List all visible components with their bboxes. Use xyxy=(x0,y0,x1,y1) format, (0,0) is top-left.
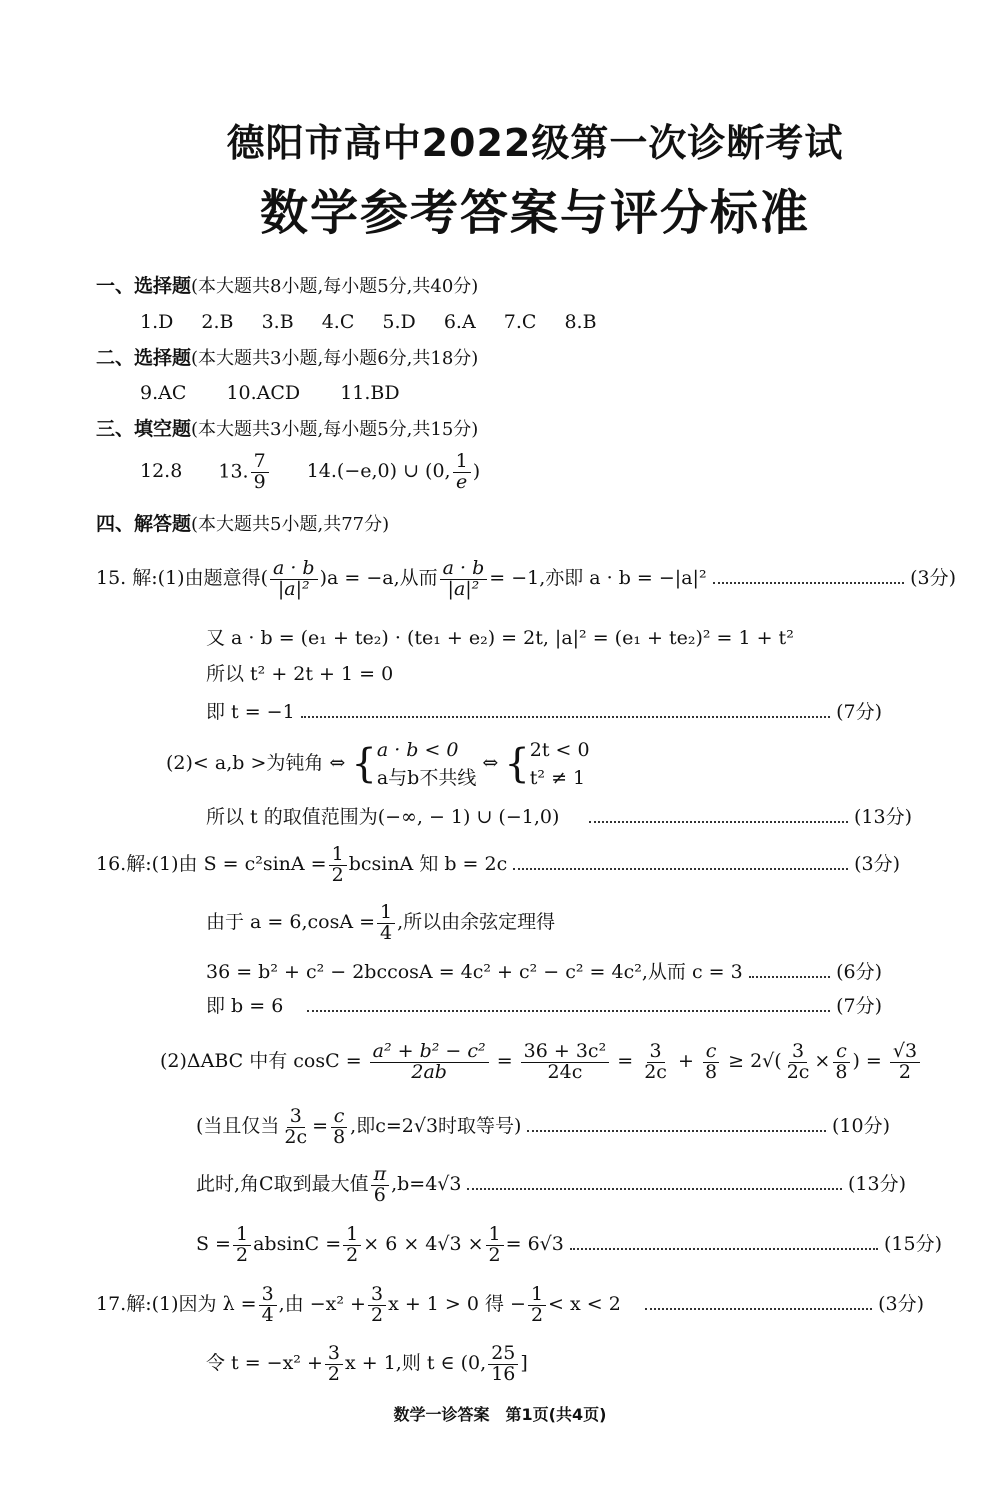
fraction-denominator: 8 xyxy=(333,1125,346,1148)
text-segment: x + 1 > 0 得 − xyxy=(388,1293,526,1315)
q15-line4 xyxy=(206,698,882,726)
q17-line1 xyxy=(96,1282,924,1326)
dot-leader xyxy=(749,975,830,978)
text-segment: 由于 a = 6,cosA = xyxy=(206,911,376,933)
condition-row: a与b不共线 xyxy=(376,767,477,789)
fraction-numerator: π xyxy=(371,1165,390,1186)
q15-line1 xyxy=(96,556,956,600)
text-segment: 16.解:(1)由 S = c²sinA = xyxy=(96,853,327,875)
score-label: (3分) xyxy=(910,567,956,589)
fraction-denominator: 2 xyxy=(370,1303,384,1326)
fraction-denominator: 16 xyxy=(491,1362,516,1385)
condition-system-2 xyxy=(530,736,590,792)
fraction-numerator: 1 xyxy=(233,1225,251,1246)
text-segment: ] xyxy=(520,1352,528,1374)
fraction-denominator: 4 xyxy=(261,1303,274,1326)
fraction xyxy=(259,1282,277,1326)
fraction-denominator: 2 xyxy=(346,1243,359,1266)
q16-line5 xyxy=(160,1036,1000,1086)
left-brace: { xyxy=(351,741,377,787)
text-segment: ,即c=2√3时取等号) xyxy=(350,1115,522,1137)
answer-13-fraction xyxy=(251,452,269,493)
q15-line3: 所以 t² + 2t + 1 = 0 xyxy=(206,663,394,685)
score-label: (15分) xyxy=(883,1233,942,1255)
answer-item: 8.B xyxy=(564,311,597,333)
score-label: (6分) xyxy=(836,961,882,983)
q17-line1-text xyxy=(96,1282,621,1326)
text-segment: = xyxy=(617,1050,634,1072)
fraction-numerator: c xyxy=(331,1107,348,1128)
section2-answers xyxy=(140,379,1000,407)
fraction-denominator: 2 xyxy=(327,1362,340,1385)
q16-line3-text: 36 = b² + c² − 2bccosA = 4c² + c² − c² = 4c²,从而 c = 3 xyxy=(206,961,743,983)
text-segment: × 6 × 4√3 × xyxy=(363,1233,484,1255)
condition-row: a · b < 0 xyxy=(376,739,459,761)
dot-leader xyxy=(513,867,848,870)
text-segment: = xyxy=(312,1115,329,1137)
condition-system-1 xyxy=(377,736,477,792)
text-segment: S = xyxy=(196,1233,231,1255)
text-segment: ,所以由余弦定理得 xyxy=(397,911,556,933)
dot-leader xyxy=(713,581,905,584)
section2-note: (本大题共3小题,每小题6分,共18分) xyxy=(191,348,479,369)
section3-heading-row xyxy=(96,415,956,444)
score-label: (3分) xyxy=(878,1293,924,1315)
fraction xyxy=(343,1222,361,1266)
fraction-numerator: a² + b² − c² xyxy=(370,1042,489,1063)
fraction xyxy=(832,1039,850,1083)
answer-item: 5.D xyxy=(382,311,416,333)
fraction-denominator: 2ab xyxy=(411,1060,447,1083)
fraction-denominator: 9 xyxy=(253,470,266,493)
text-segment: (2)< a,b >为钝角 ⇔ xyxy=(166,752,346,774)
answer-item: 9.AC xyxy=(140,382,187,404)
q15-line1-text xyxy=(96,556,707,600)
fraction xyxy=(521,1039,610,1083)
text-segment: ,由 −x² + xyxy=(278,1293,366,1315)
q16-line8-text xyxy=(196,1222,564,1266)
answer-item: 4.C xyxy=(321,311,355,333)
section3-heading: 三、填空题 xyxy=(96,418,192,440)
q16-line1 xyxy=(96,842,900,886)
fraction-numerator: 3 xyxy=(368,1285,386,1306)
answer-item: 11.BD xyxy=(340,382,400,404)
q16-line8 xyxy=(196,1222,942,1266)
fraction-numerator: 1 xyxy=(528,1285,546,1306)
dot-leader xyxy=(570,1247,878,1250)
text-segment: ≥ 2√( xyxy=(728,1050,782,1072)
section1-note: (本大题共8小题,每小题5分,共40分) xyxy=(191,276,479,297)
left-brace: { xyxy=(504,741,530,787)
fraction xyxy=(440,556,488,600)
answer-14-suffix: ) xyxy=(472,460,481,483)
q16-line4-text: 即 b = 6 xyxy=(206,995,284,1017)
condition-row: 2t < 0 xyxy=(529,739,590,761)
fraction xyxy=(329,842,347,886)
fraction-numerator: 1 xyxy=(453,452,471,473)
q16-line6 xyxy=(196,1104,890,1148)
fraction-denominator: 24c xyxy=(547,1060,583,1083)
fraction-numerator: 7 xyxy=(251,452,269,473)
fraction-denominator: |a|² xyxy=(277,577,310,600)
fraction-denominator: 2c xyxy=(284,1125,308,1148)
fraction-denominator: 8 xyxy=(704,1060,718,1083)
text-segment: = −1,亦即 a · b = −|a|² xyxy=(489,567,707,589)
fraction-numerator: 25 xyxy=(488,1344,518,1365)
text-segment: )a = −a,从而 xyxy=(319,567,438,589)
fraction-denominator: 2 xyxy=(898,1060,911,1083)
page-footer: 数学一诊答案 第1页(共4页) xyxy=(393,1405,607,1424)
q15-line5 xyxy=(166,735,1000,792)
answer-item: 1.D xyxy=(140,311,174,333)
fraction xyxy=(371,1162,390,1206)
q15-line6-text: 所以 t 的取值范围为(−∞, − 1) ∪ (−1,0) xyxy=(206,806,560,828)
fraction-numerator: 36 + 3c² xyxy=(521,1042,610,1063)
dot-leader xyxy=(301,715,830,718)
answer-item: 7.C xyxy=(503,311,537,333)
text-segment: = 6√3 xyxy=(505,1233,564,1255)
fraction-denominator: |a|² xyxy=(447,577,480,600)
text-segment: 令 t = −x² + xyxy=(206,1352,323,1374)
dot-leader xyxy=(307,1009,830,1012)
q16-line7 xyxy=(196,1162,906,1206)
text-segment: = xyxy=(496,1050,513,1072)
answer-14-prefix: 14.(−e,0) ∪ (0, xyxy=(306,460,451,483)
fraction xyxy=(377,900,395,944)
text-segment: 17.解:(1)因为 λ = xyxy=(96,1293,257,1315)
fraction-denominator: 8 xyxy=(835,1060,848,1083)
answer-item: 10.ACD xyxy=(226,382,301,404)
q16-line2 xyxy=(206,900,1000,944)
fraction xyxy=(528,1282,546,1326)
text-segment: < x < 2 xyxy=(548,1293,621,1315)
answer-item: 3.B xyxy=(261,311,294,333)
fraction xyxy=(641,1039,670,1083)
fraction-denominator: 2 xyxy=(488,1243,501,1266)
fraction-numerator: 3 xyxy=(647,1042,665,1063)
fraction-numerator: 3 xyxy=(789,1042,807,1063)
exam-title: 德阳市高中2022级第一次诊断考试 xyxy=(226,121,844,165)
fraction xyxy=(281,1104,310,1148)
text-segment: 15. 解:(1)由题意得( xyxy=(96,567,268,589)
fraction xyxy=(368,1282,386,1326)
q16-line3 xyxy=(206,958,882,986)
score-label: (7分) xyxy=(836,995,882,1017)
fraction-numerator: 3 xyxy=(287,1107,305,1128)
fraction-numerator: a · b xyxy=(270,559,318,580)
fraction xyxy=(784,1039,813,1083)
q15-line4-text: 即 t = −1 xyxy=(206,701,295,723)
fraction-numerator: 3 xyxy=(259,1285,277,1306)
fraction-numerator: c xyxy=(833,1042,850,1063)
fraction-denominator: 2 xyxy=(235,1243,249,1266)
text-segment: 此时,角C取到最大值 xyxy=(196,1173,369,1195)
section2-heading-row xyxy=(96,344,956,373)
text-segment: (当且仅当 xyxy=(196,1115,280,1137)
text-segment: bcsinA 知 b = 2c xyxy=(348,853,508,875)
fraction-denominator: 6 xyxy=(373,1183,386,1206)
fraction-numerator: 3 xyxy=(325,1344,343,1365)
fraction-numerator: 1 xyxy=(329,845,347,866)
fraction xyxy=(486,1222,504,1266)
q16-line4 xyxy=(206,992,882,1020)
fraction xyxy=(370,1039,489,1083)
dot-leader xyxy=(527,1129,826,1132)
fraction-denominator: 2 xyxy=(331,863,344,886)
fraction-denominator: 2c xyxy=(786,1060,810,1083)
q15-line6 xyxy=(206,803,912,831)
text-segment: ,b=4√3 xyxy=(391,1173,462,1195)
answer-item: 2.B xyxy=(201,311,234,333)
fraction xyxy=(325,1341,343,1385)
score-label: (7分) xyxy=(836,701,882,723)
score-label: (13分) xyxy=(853,806,912,828)
fraction xyxy=(233,1222,251,1266)
section1-answers xyxy=(140,308,1000,336)
fraction-numerator: √3 xyxy=(890,1042,920,1063)
score-label: (13分) xyxy=(847,1173,906,1195)
fraction xyxy=(330,1104,348,1148)
section4-heading: 四、解答题 xyxy=(96,513,192,535)
fraction xyxy=(890,1039,920,1083)
text-segment: absinC = xyxy=(253,1233,342,1255)
text-segment: + xyxy=(678,1050,694,1072)
text-segment: × xyxy=(814,1050,831,1072)
fraction xyxy=(488,1341,518,1385)
q17-line2 xyxy=(206,1338,1000,1388)
fraction-numerator: c xyxy=(703,1042,720,1063)
fraction-denominator: 4 xyxy=(380,921,393,944)
section1-heading-row xyxy=(96,272,956,301)
fraction xyxy=(270,556,318,600)
text-segment: x + 1,则 t ∈ (0, xyxy=(344,1352,487,1374)
fraction-denominator: e xyxy=(456,470,468,493)
fraction-numerator: 1 xyxy=(377,903,395,924)
section1-heading: 一、选择题 xyxy=(96,275,192,297)
dot-leader xyxy=(645,1307,872,1310)
condition-row: t² ≠ 1 xyxy=(529,767,586,789)
fraction-denominator: 2 xyxy=(530,1303,544,1326)
document-subtitle: 数学参考答案与评分标准 xyxy=(259,185,810,241)
text-segment: ⇔ xyxy=(482,752,499,774)
fraction-numerator: 1 xyxy=(486,1225,504,1246)
section3-note: (本大题共3小题,每小题5分,共15分) xyxy=(191,419,479,440)
answer-14-fraction xyxy=(453,452,471,493)
q15-line2: 又 a · b = (e₁ + te₂) · (te₁ + e₂) = 2t, |a|² = (e₁ + te₂)² = 1 + t² xyxy=(206,627,794,649)
fraction-numerator: 1 xyxy=(343,1225,361,1246)
text-segment: ) = xyxy=(852,1050,882,1072)
fraction xyxy=(702,1039,720,1083)
section4-note: (本大题共5小题,共77分) xyxy=(191,514,390,535)
answer-12: 12.8 xyxy=(140,460,183,483)
answer-13-prefix: 13. xyxy=(218,460,249,483)
section2-heading: 二、选择题 xyxy=(96,347,192,369)
fraction-numerator: a · b xyxy=(440,559,488,580)
fraction-denominator: 2c xyxy=(644,1060,667,1083)
score-label: (3分) xyxy=(854,853,900,875)
section3-answers xyxy=(140,452,1000,493)
dot-leader xyxy=(467,1187,842,1190)
score-label: (10分) xyxy=(831,1115,890,1137)
q16-line1-text xyxy=(96,842,507,886)
q16-line7-text xyxy=(196,1162,461,1206)
q16-line6-text xyxy=(196,1104,521,1148)
dot-leader xyxy=(589,820,848,823)
text-segment: (2)ΔABC 中有 cosC = xyxy=(160,1050,362,1072)
answer-item: 6.A xyxy=(443,311,476,333)
section4-heading-row xyxy=(96,510,956,539)
